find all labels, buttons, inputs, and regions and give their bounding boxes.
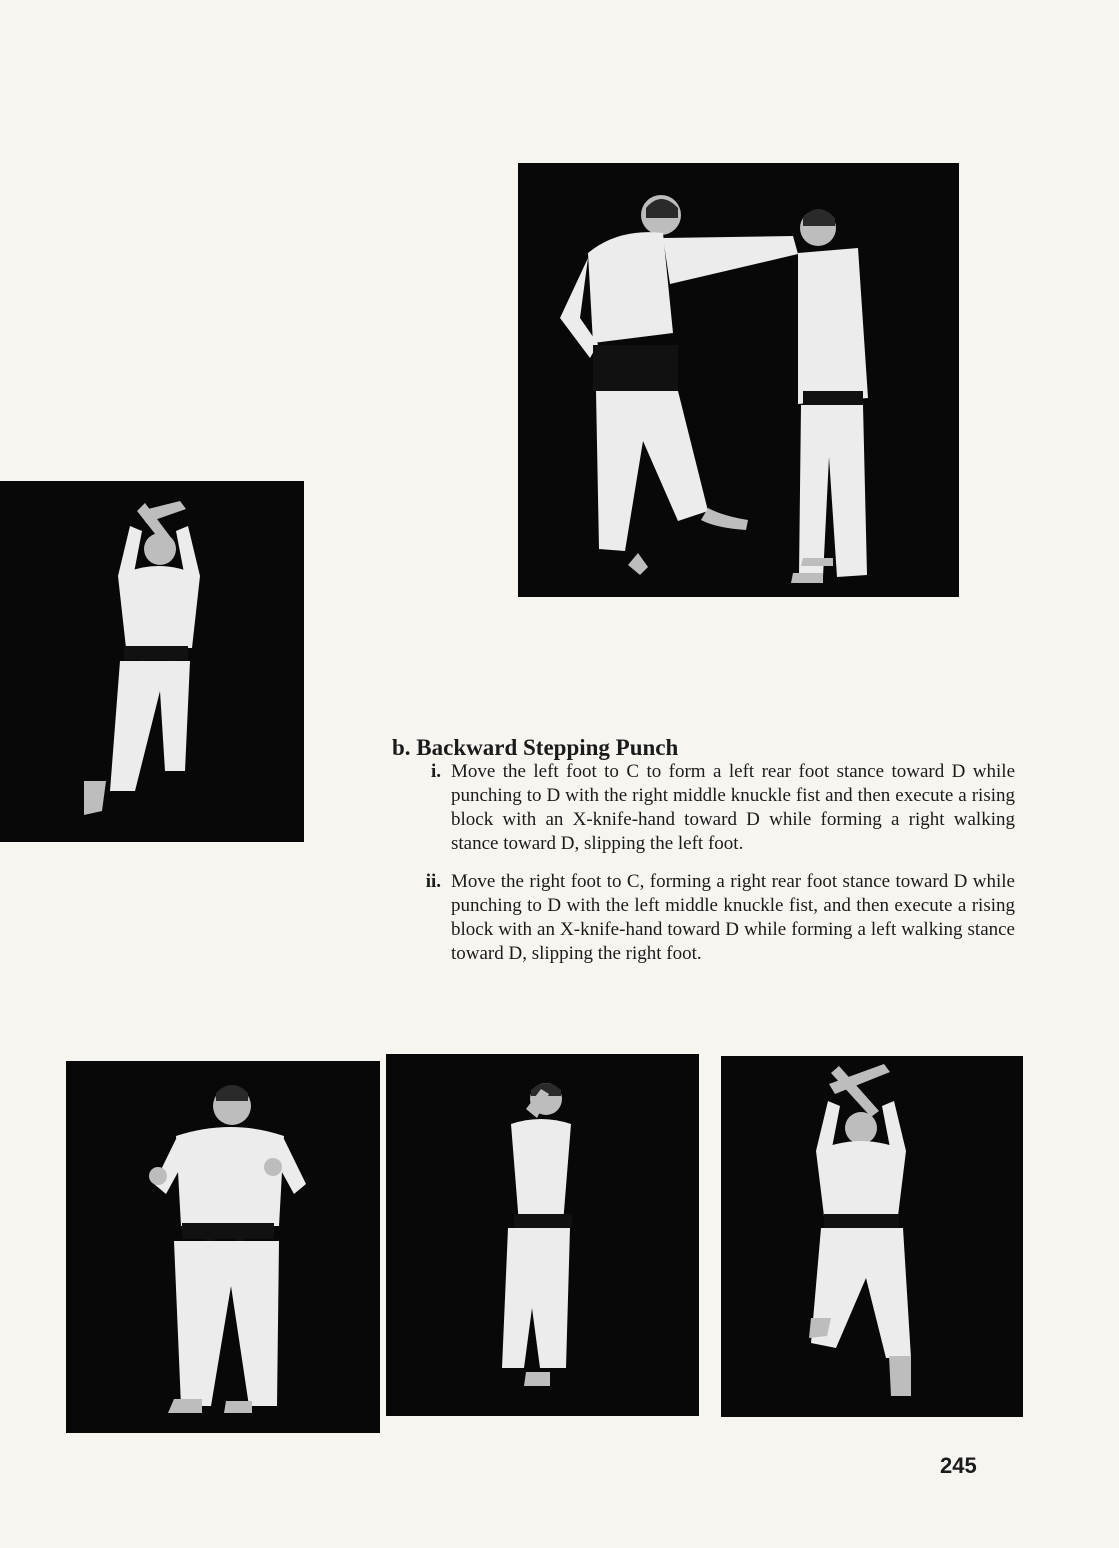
step-number: ii. xyxy=(425,871,441,892)
instruction-list xyxy=(415,760,1015,980)
photo-ready-stance-figure xyxy=(66,1061,380,1433)
page-number: 245 xyxy=(940,1453,977,1478)
photo-x-knife-hand-bottom-figure xyxy=(721,1056,1023,1417)
photo-middle-knuckle-punch xyxy=(386,1054,699,1416)
photo-ready-stance xyxy=(66,1061,380,1433)
photo-x-knife-hand-left xyxy=(0,481,304,842)
step-number: i. xyxy=(430,761,441,782)
photo-punch-demonstration-figure xyxy=(518,163,959,597)
photo-middle-knuckle-punch-figure xyxy=(386,1054,699,1416)
step-text: Move the left foot to C to form a left rear foot stance toward D while punching to D with the right middle knuckle fist and then execute a rising block with an X-knife-hand toward D while forming a right walking stance toward D, slipping the left foot. xyxy=(451,761,1015,854)
photo-punch-demonstration xyxy=(518,163,959,597)
step-text: Move the right foot to C, forming a right rear foot stance toward D while punching to D with the left middle knuckle fist, and then execute a rising block with an X-knife-hand toward D while forming a left walking stance toward D, slipping the right foot. xyxy=(451,871,1015,964)
instruction-step xyxy=(415,870,1015,966)
photo-x-knife-hand-bottom xyxy=(721,1056,1023,1417)
section-heading: b. Backward Stepping Punch xyxy=(392,735,679,761)
instruction-step xyxy=(415,760,1015,856)
photo-x-knife-hand-left-figure xyxy=(0,481,304,842)
